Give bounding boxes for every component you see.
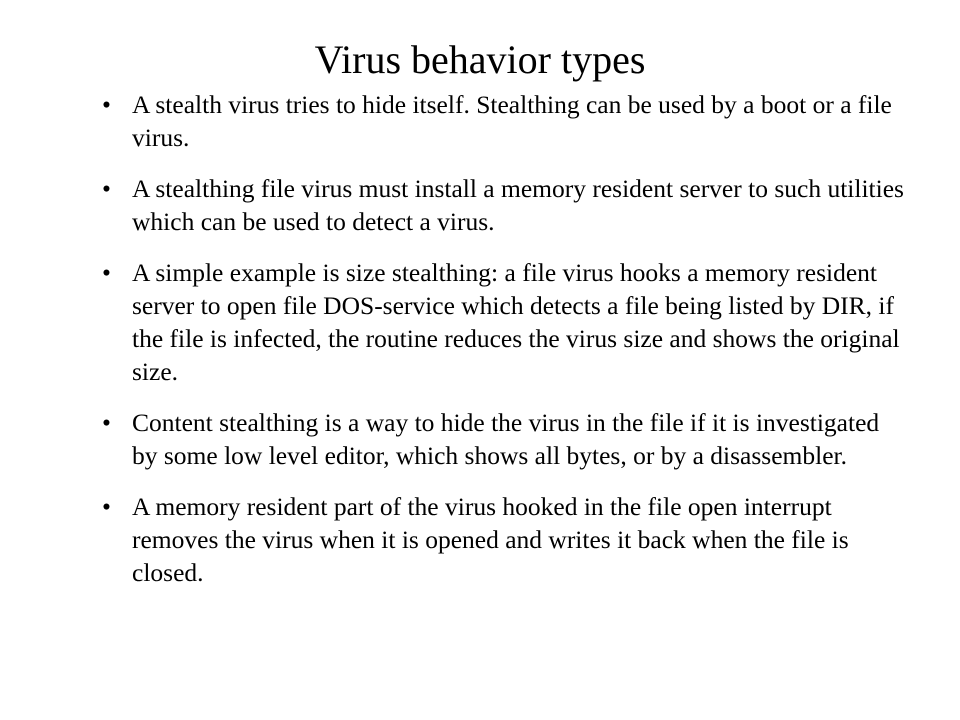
bullet-item (96, 172, 906, 238)
bullet-item (96, 406, 906, 472)
bullet-dot-icon: • (102, 408, 111, 437)
bullet-dot-icon: • (102, 258, 111, 287)
bullet-text: A stealthing file virus must install a memory resident server to such utilities which can be used to detect a virus. (132, 174, 904, 236)
bullet-text: A simple example is size stealthing: a file virus hooks a memory resident server to open file DOS-service which detects a file being listed by DIR, if the file is infected, the routine reduces the virus size and shows the original size. (132, 258, 900, 386)
bullet-dot-icon: • (102, 492, 111, 521)
bullet-dot-icon: • (102, 90, 111, 119)
bullet-dot-icon: • (102, 174, 111, 203)
bullet-item (96, 88, 906, 154)
bullet-text: A memory resident part of the virus hooked in the file open interrupt removes the virus when it is opened and writes it back when the file is closed. (132, 492, 849, 587)
bullet-item (96, 490, 906, 589)
bullet-item (96, 256, 906, 388)
bullet-text: A stealth virus tries to hide itself. Stealthing can be used by a boot or a file virus. (132, 90, 892, 152)
bullet-list (96, 88, 906, 607)
bullet-text: Content stealthing is a way to hide the virus in the file if it is investigated by some low level editor, which shows all bytes, or by a disassembler. (132, 408, 880, 470)
slide-title: Virus behavior types (314, 37, 646, 82)
